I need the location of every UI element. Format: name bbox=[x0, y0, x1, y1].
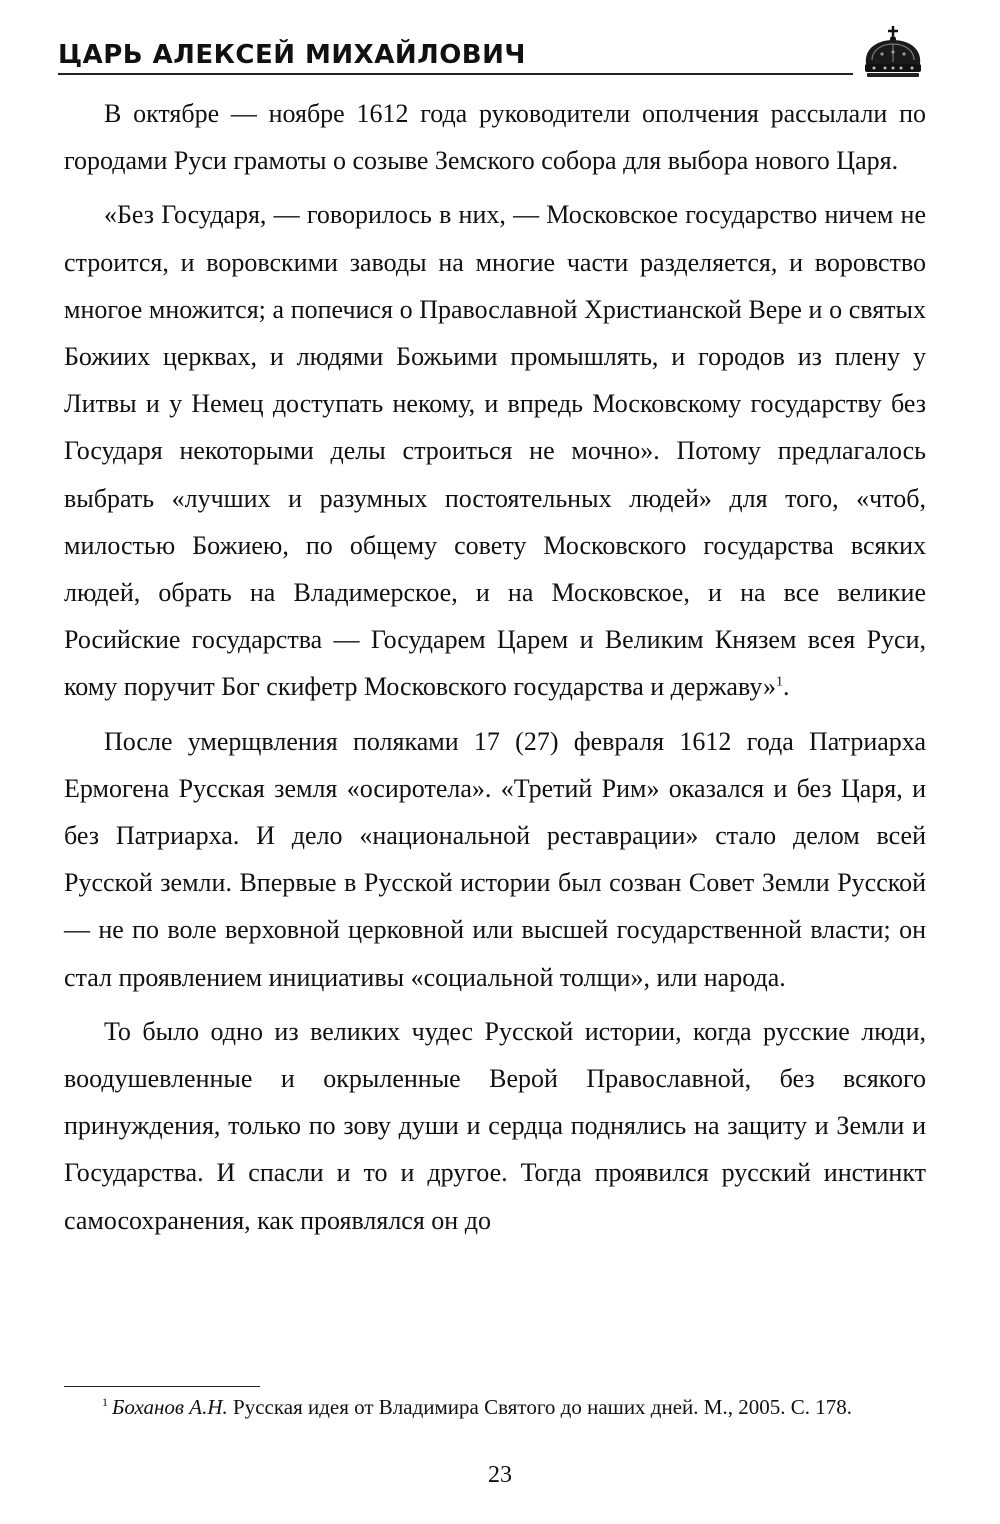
footnote-rule bbox=[64, 1386, 260, 1387]
paragraph-text: «Без Государя, — говорилось в них, — Московское государство ничем не строится, и воровскими заводы на многие части разделяется, и воровство многое множится; а попечися о Православной Христианской Вере и о святых Божиих церквах, и людями Божьими промышлять, и городов из плену у Литвы и у Немец доступать некому, и впредь Московскому государству без Государя некоторыми делы строиться не мочно». Потому предлагалось выбрать «лучших и разумных постоятельных людей» для того, «чтоб, милостью Божиею, по общему совету Московского государства всяких людей, обрать на Владимерское, и на Московское, и на все великие Росийские государства — Государем Царем и Великим Князем всея Руси, кому поручит Бог скифетр Московского государства и державу» bbox=[64, 200, 926, 702]
footnote-author: Боханов А.Н. bbox=[112, 1395, 228, 1419]
footnote-number: 1 bbox=[102, 1395, 108, 1409]
running-head bbox=[58, 26, 928, 82]
footnote bbox=[64, 1393, 926, 1422]
paragraph: После умерщвления поляками 17 (27) февраля 1612 года Патриарха Ермогена Русская земля «осиротела». «Третий Рим» оказался и без Царя, и без Патриарха. И дело «национальной реставрации» стало делом всей Русской земли. Впервые в Русской истории был созван Совет Земли Русской — не по воле верховной церковной или высшей государственной власти; он стал проявлением инициативы «социальной толщи», или народа. bbox=[64, 726, 926, 992]
paragraph-quote bbox=[64, 191, 926, 710]
crown-icon bbox=[858, 26, 928, 82]
header-rule bbox=[58, 73, 853, 75]
main-text bbox=[64, 90, 926, 1244]
footnote-text: Русская идея от Владимира Святого до наших дней. М., 2005. С. 178. bbox=[227, 1395, 852, 1419]
page-number: 23 bbox=[488, 1462, 512, 1488]
paragraph: В октябре — ноябре 1612 года руководители ополчения рассылали по городами Руси грамоты о созыве Земского собора для выбора нового Царя. bbox=[64, 99, 926, 176]
paragraph-end: . bbox=[783, 672, 790, 702]
running-title: ЦАРЬ АЛЕКСЕЙ МИХАЙЛОВИЧ bbox=[58, 40, 526, 70]
paragraph: То было одно из великих чудес Русской истории, когда русские люди, воодушевленные и окрыленные Верой Православной, без всякого принуждения, только по зову души и сердца поднялись на защиту и Земли и Государства. И спасли и то и другое. Тогда проявился русский инстинкт самосохранения, как проявлялся он до bbox=[64, 1016, 926, 1235]
footnote-reference[interactable]: 1 bbox=[776, 674, 783, 690]
